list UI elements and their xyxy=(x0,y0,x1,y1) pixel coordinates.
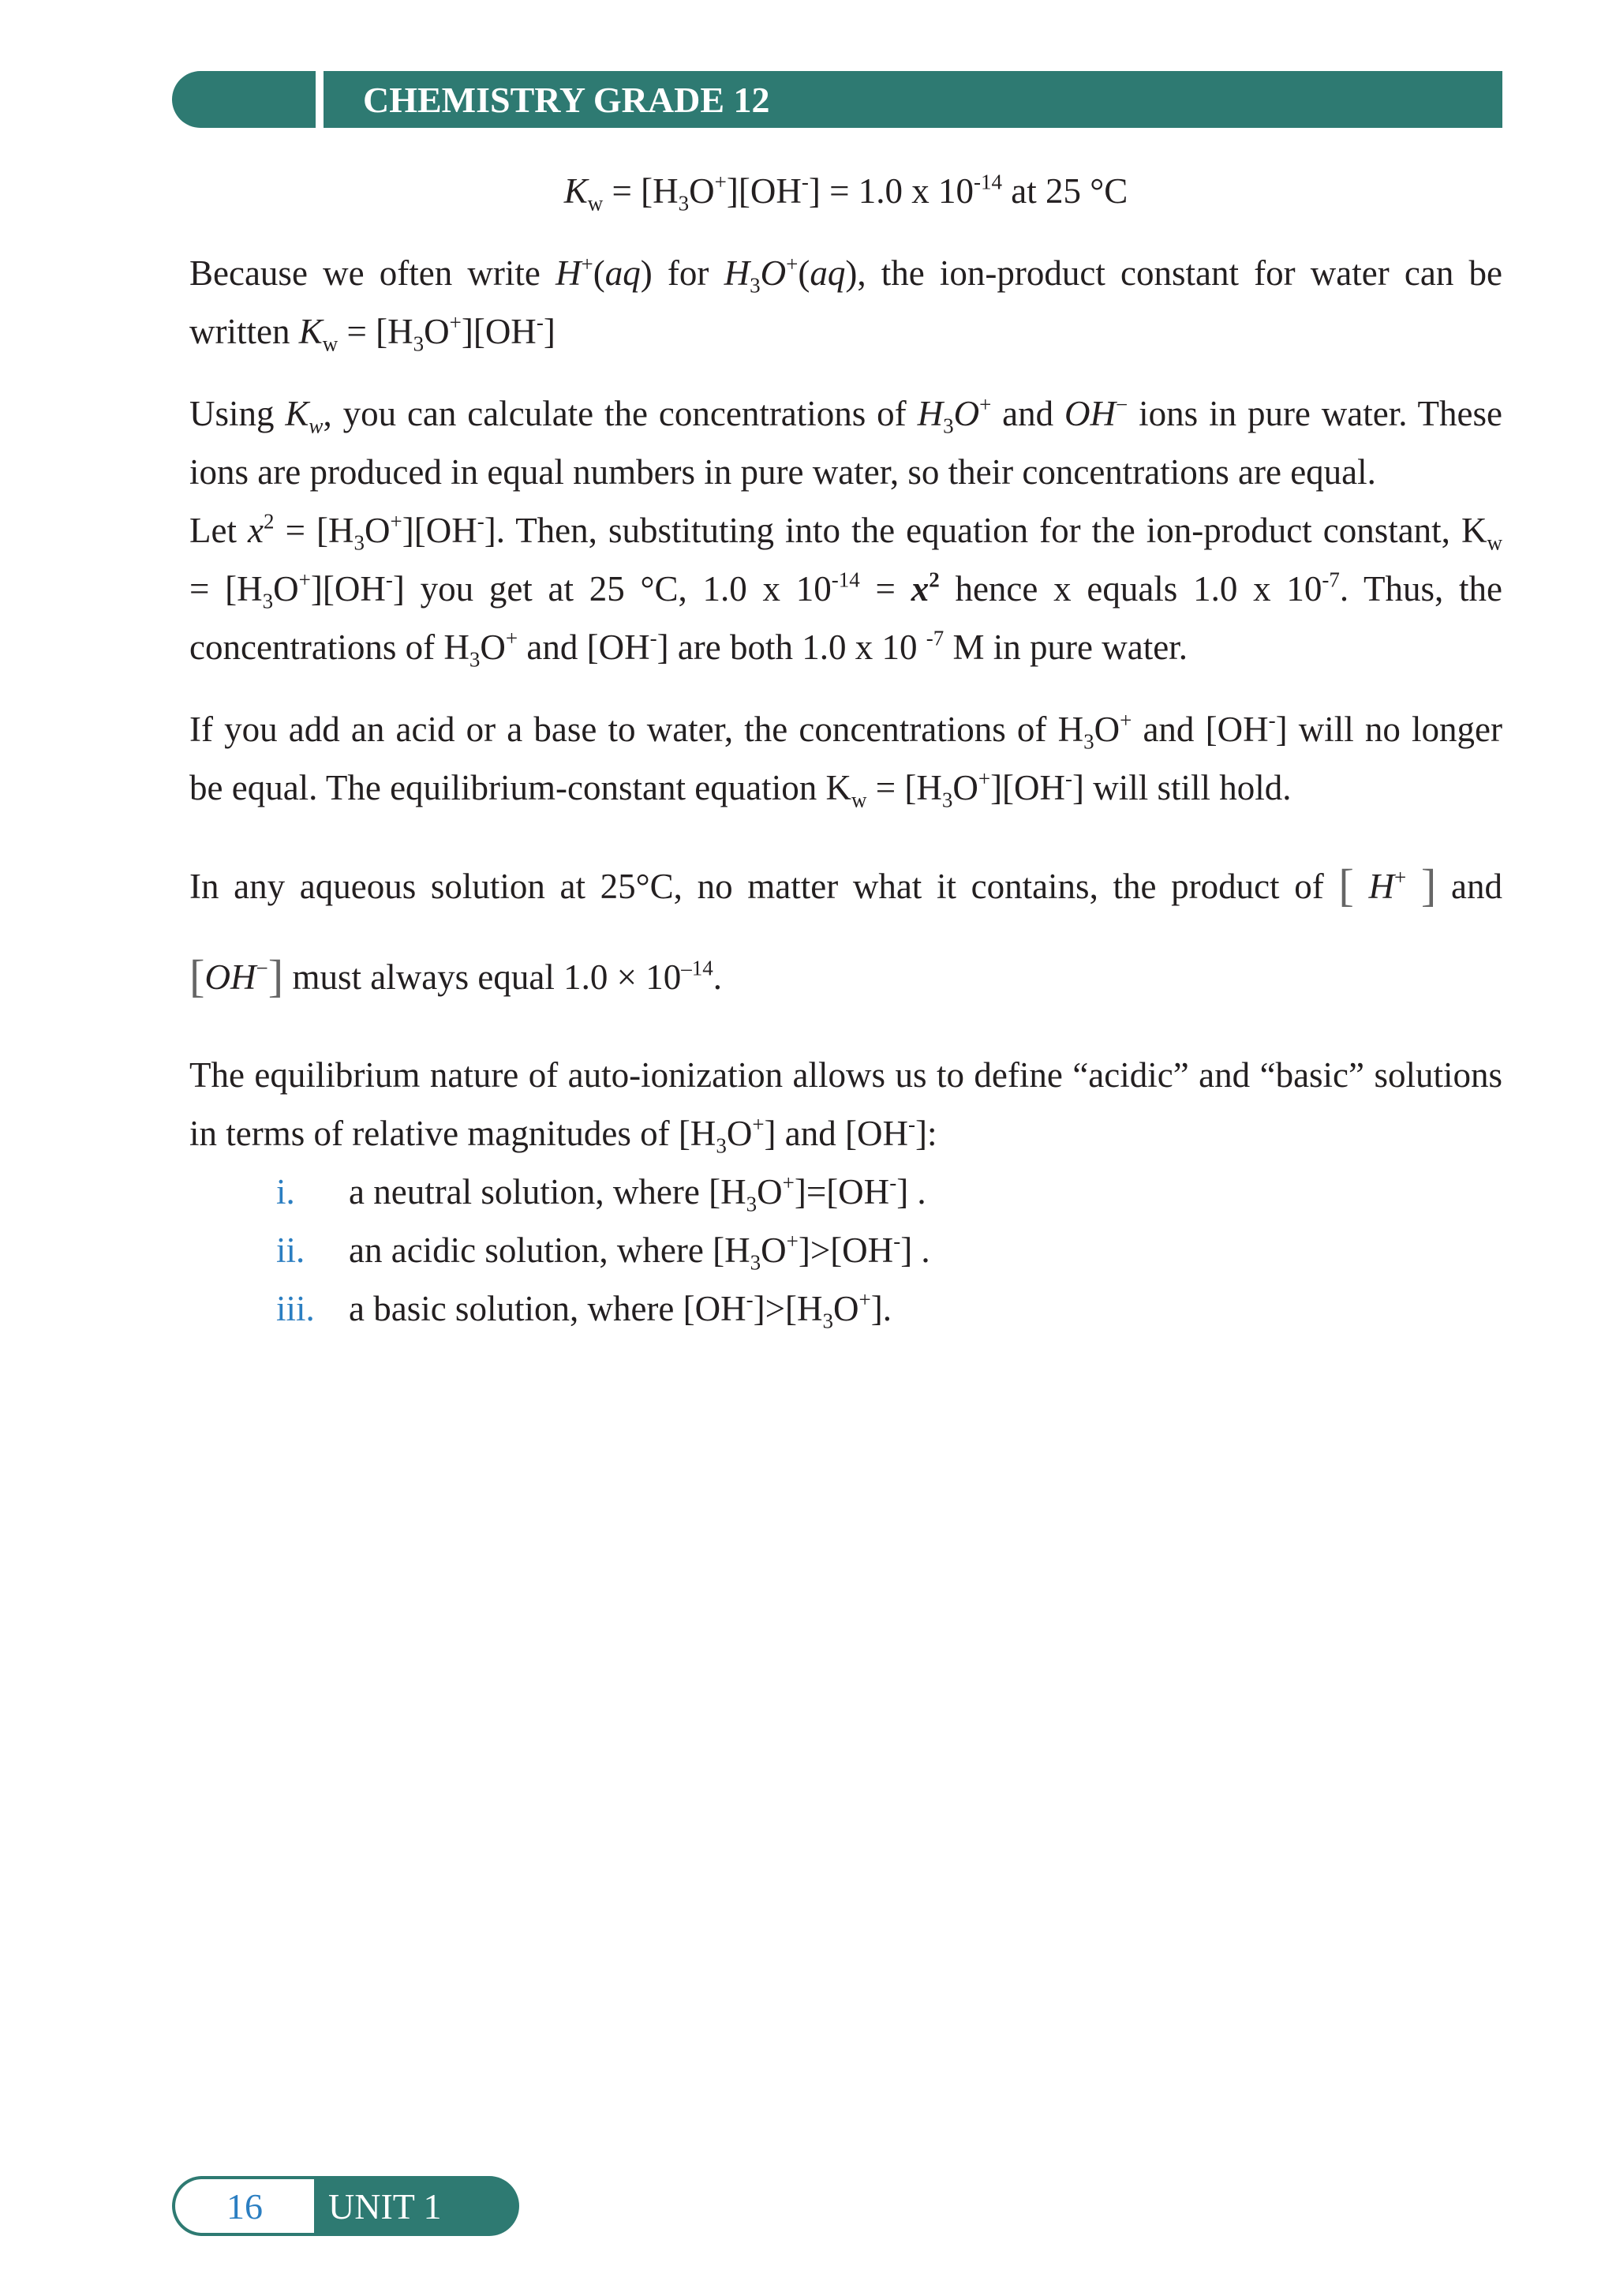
solution-types-list xyxy=(189,1163,1502,1338)
paragraph-5: In any aqueous solution at 25°C, no matter what it contains, the product of [ H+ ] and [OH−] must always equal $1.0 \times 10^{-14}$. xyxy=(189,860,1502,1002)
list-item: iii. a basic solution, where $[OH^-]>[H_3O^+]$. xyxy=(276,1287,892,1333)
paragraph-6: The equilibrium nature of auto-ionization allows us to define “acidic” and “basic” solutions in terms of relative magnitudes of $[H_3O^+]$ and [OH-]: xyxy=(189,1055,1502,1158)
paragraph-1: Because we often write H+(aq) for $H_3O^+(aq)$, the ion-product constant for water can be written $K_w = [H_3O^+][OH^-]$ xyxy=(189,252,1502,356)
list-item: ii. an acidic solution, where $[H_3O^+]>[OH^-]$ . xyxy=(276,1229,930,1275)
header-title: CHEMISTRY GRADE 12 xyxy=(363,79,770,120)
header-bar xyxy=(324,71,1502,128)
paragraph-2: Using $K_w$, you can calculate the concentrations of $H_3O^+$ and OH− ions in pure water. These ions are produced in equal numbers in pure water, so their concentrations are equal. xyxy=(189,392,1503,492)
header-tab xyxy=(172,71,316,128)
page-number: 16 xyxy=(172,2176,314,2236)
equation-kw: $K_w = [H_3O^+][OH^-] = 1.0$ x $10^{-14}$ at 25 °C xyxy=(563,170,1128,215)
paragraph-4: If you add an acid or a base to water, the concentrations of $H_3O^+$ and [OH-] will no longer be equal. The equilibrium-constant equation $K_w = [H_3O^+][OH^-]$ will still hold. xyxy=(189,708,1502,812)
unit-label: UNIT 1 xyxy=(314,2176,519,2236)
list-item: i. a neutral solution, where $[H_3O^+]=[OH^-]$ . xyxy=(276,1170,926,1216)
page-content xyxy=(189,162,1502,1338)
paragraph-3: Let $x^2 = [H_3O^+][OH^-]$. Then, substituting into the equation for the ion-product constant, $K_w = [H_3O^+][OH^-]$ you get at 25 °C, 1.0 x $10^{-14} = x^2$ hence x equals 1.0 x $10^{-7}$. Thus, the concentrations of $H_3O^+$ and [OH-] are both 1.0 x 10 $^{-7}$ M in pure water. xyxy=(189,509,1502,672)
